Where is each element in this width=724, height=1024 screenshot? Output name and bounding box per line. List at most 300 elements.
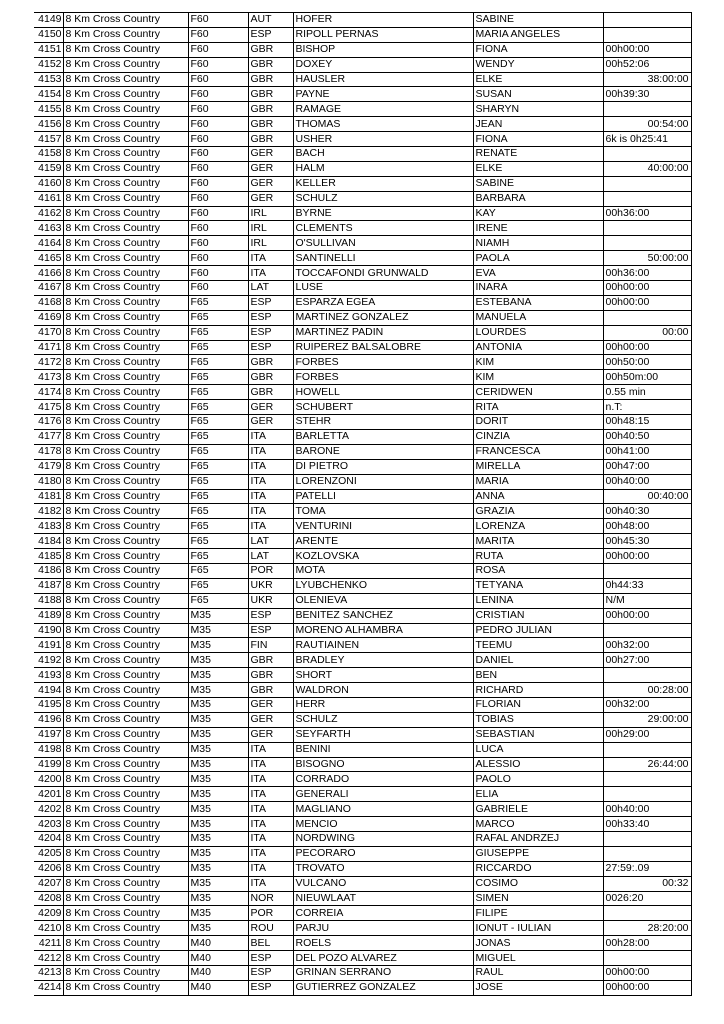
time-cell <box>603 236 691 251</box>
last-name-cell: DEL POZO ALVAREZ <box>293 951 473 966</box>
time-cell: 28:20:00 <box>603 921 691 936</box>
entry-number-cell: 4149 <box>34 13 63 28</box>
event-name-cell: 8 Km Cross Country <box>63 787 188 802</box>
entry-number-cell: 4186 <box>34 563 63 578</box>
event-name-cell: 8 Km Cross Country <box>63 13 188 28</box>
first-name-cell: FIONA <box>473 42 603 57</box>
first-name-cell: ELKE <box>473 72 603 87</box>
time-cell: 00h29:00 <box>603 727 691 742</box>
first-name-cell: FIONA <box>473 132 603 147</box>
event-name-cell: 8 Km Cross Country <box>63 638 188 653</box>
first-name-cell: KIM <box>473 355 603 370</box>
table-row <box>34 176 691 191</box>
first-name-cell: BARBARA <box>473 191 603 206</box>
event-name-cell: 8 Km Cross Country <box>63 176 188 191</box>
last-name-cell: SCHUBERT <box>293 400 473 415</box>
entry-number-cell: 4178 <box>34 444 63 459</box>
table-row <box>34 400 691 415</box>
event-name-cell: 8 Km Cross Country <box>63 653 188 668</box>
table-row <box>34 221 691 236</box>
entry-number-cell: 4180 <box>34 474 63 489</box>
entry-number-cell: 4174 <box>34 385 63 400</box>
nation-cell: FIN <box>248 638 293 653</box>
first-name-cell: INARA <box>473 281 603 296</box>
category-cell: F65 <box>188 593 248 608</box>
table-row <box>34 817 691 832</box>
category-cell: F65 <box>188 549 248 564</box>
event-name-cell: 8 Km Cross Country <box>63 683 188 698</box>
event-name-cell: 8 Km Cross Country <box>63 504 188 519</box>
event-name-cell: 8 Km Cross Country <box>63 310 188 325</box>
nation-cell: GER <box>248 712 293 727</box>
table-row <box>34 519 691 534</box>
category-cell: F65 <box>188 519 248 534</box>
nation-cell: UKR <box>248 578 293 593</box>
nation-cell: UKR <box>248 593 293 608</box>
entry-number-cell: 4207 <box>34 876 63 891</box>
first-name-cell: LOURDES <box>473 325 603 340</box>
first-name-cell: WENDY <box>473 57 603 72</box>
event-name-cell: 8 Km Cross Country <box>63 831 188 846</box>
entry-number-cell: 4161 <box>34 191 63 206</box>
table-row <box>34 861 691 876</box>
first-name-cell: FRANCESCA <box>473 444 603 459</box>
first-name-cell: GRAZIA <box>473 504 603 519</box>
entry-number-cell: 4177 <box>34 429 63 444</box>
category-cell: F60 <box>188 206 248 221</box>
nation-cell: BEL <box>248 936 293 951</box>
last-name-cell: RUIPEREZ BALSALOBRE <box>293 340 473 355</box>
time-cell: 26:44:00 <box>603 757 691 772</box>
last-name-cell: RAMAGE <box>293 102 473 117</box>
nation-cell: ITA <box>248 266 293 281</box>
last-name-cell: STEHR <box>293 415 473 430</box>
last-name-cell: ARENTE <box>293 534 473 549</box>
first-name-cell: MANUELA <box>473 310 603 325</box>
category-cell: F65 <box>188 325 248 340</box>
last-name-cell: TROVATO <box>293 861 473 876</box>
time-cell: 40:00:00 <box>603 161 691 176</box>
category-cell: F60 <box>188 72 248 87</box>
last-name-cell: SEYFARTH <box>293 727 473 742</box>
time-cell: 00h28:00 <box>603 936 691 951</box>
first-name-cell: PEDRO JULIAN <box>473 623 603 638</box>
last-name-cell: BENINI <box>293 742 473 757</box>
last-name-cell: BACH <box>293 147 473 162</box>
entry-number-cell: 4151 <box>34 42 63 57</box>
event-name-cell: 8 Km Cross Country <box>63 459 188 474</box>
first-name-cell: RICCARDO <box>473 861 603 876</box>
last-name-cell: OLENIEVA <box>293 593 473 608</box>
last-name-cell: HERR <box>293 697 473 712</box>
first-name-cell: IONUT - IULIAN <box>473 921 603 936</box>
nation-cell: ITA <box>248 459 293 474</box>
entry-number-cell: 4166 <box>34 266 63 281</box>
event-name-cell: 8 Km Cross Country <box>63 802 188 817</box>
time-cell <box>603 176 691 191</box>
last-name-cell: THOMAS <box>293 117 473 132</box>
last-name-cell: NORDWING <box>293 831 473 846</box>
last-name-cell: MARTINEZ GONZALEZ <box>293 310 473 325</box>
entry-number-cell: 4193 <box>34 668 63 683</box>
nation-cell: GBR <box>248 57 293 72</box>
nation-cell: LAT <box>248 534 293 549</box>
table-row <box>34 846 691 861</box>
category-cell: F65 <box>188 310 248 325</box>
category-cell: M35 <box>188 668 248 683</box>
last-name-cell: VULCANO <box>293 876 473 891</box>
category-cell: M40 <box>188 966 248 981</box>
time-cell: 00h41:00 <box>603 444 691 459</box>
first-name-cell: JEAN <box>473 117 603 132</box>
table-row <box>34 563 691 578</box>
table-row <box>34 42 691 57</box>
nation-cell: ITA <box>248 429 293 444</box>
time-cell: 00h27:00 <box>603 653 691 668</box>
last-name-cell: O'SULLIVAN <box>293 236 473 251</box>
nation-cell: GBR <box>248 668 293 683</box>
first-name-cell: RENATE <box>473 147 603 162</box>
nation-cell: ESP <box>248 608 293 623</box>
nation-cell: ITA <box>248 846 293 861</box>
first-name-cell: PAOLA <box>473 251 603 266</box>
category-cell: F60 <box>188 161 248 176</box>
first-name-cell: GIUSEPPE <box>473 846 603 861</box>
table-row <box>34 593 691 608</box>
last-name-cell: PARJU <box>293 921 473 936</box>
category-cell: F60 <box>188 87 248 102</box>
nation-cell: GER <box>248 147 293 162</box>
first-name-cell: SABINE <box>473 176 603 191</box>
entry-number-cell: 4155 <box>34 102 63 117</box>
first-name-cell: NIAMH <box>473 236 603 251</box>
nation-cell: AUT <box>248 13 293 28</box>
first-name-cell: SUSAN <box>473 87 603 102</box>
table-row <box>34 444 691 459</box>
time-cell: 00h00:00 <box>603 966 691 981</box>
event-name-cell: 8 Km Cross Country <box>63 742 188 757</box>
table-row <box>34 504 691 519</box>
first-name-cell: ROSA <box>473 563 603 578</box>
category-cell: M35 <box>188 757 248 772</box>
entry-number-cell: 4188 <box>34 593 63 608</box>
time-cell: 00:28:00 <box>603 683 691 698</box>
first-name-cell: JONAS <box>473 936 603 951</box>
table-row <box>34 578 691 593</box>
entry-number-cell: 4165 <box>34 251 63 266</box>
entry-number-cell: 4212 <box>34 951 63 966</box>
category-cell: F60 <box>188 102 248 117</box>
entry-number-cell: 4182 <box>34 504 63 519</box>
table-row <box>34 980 691 995</box>
event-name-cell: 8 Km Cross Country <box>63 549 188 564</box>
table-row <box>34 340 691 355</box>
category-cell: M35 <box>188 906 248 921</box>
table-row <box>34 13 691 28</box>
first-name-cell: LORENZA <box>473 519 603 534</box>
event-name-cell: 8 Km Cross Country <box>63 951 188 966</box>
table-row <box>34 429 691 444</box>
entry-number-cell: 4195 <box>34 697 63 712</box>
last-name-cell: HALM <box>293 161 473 176</box>
first-name-cell: ANTONIA <box>473 340 603 355</box>
last-name-cell: BISHOP <box>293 42 473 57</box>
last-name-cell: WALDRON <box>293 683 473 698</box>
time-cell: 00h32:00 <box>603 638 691 653</box>
category-cell: M35 <box>188 802 248 817</box>
nation-cell: POR <box>248 563 293 578</box>
time-cell: 00:54:00 <box>603 117 691 132</box>
nation-cell: GER <box>248 400 293 415</box>
last-name-cell: DOXEY <box>293 57 473 72</box>
event-name-cell: 8 Km Cross Country <box>63 921 188 936</box>
last-name-cell: KOZLOVSKA <box>293 549 473 564</box>
entry-number-cell: 4210 <box>34 921 63 936</box>
category-cell: M35 <box>188 697 248 712</box>
first-name-cell: COSIMO <box>473 876 603 891</box>
event-name-cell: 8 Km Cross Country <box>63 534 188 549</box>
table-row <box>34 57 691 72</box>
time-cell <box>603 221 691 236</box>
category-cell: F65 <box>188 444 248 459</box>
nation-cell: IRL <box>248 206 293 221</box>
first-name-cell: MIGUEL <box>473 951 603 966</box>
entry-number-cell: 4170 <box>34 325 63 340</box>
table-row <box>34 966 691 981</box>
entry-number-cell: 4213 <box>34 966 63 981</box>
last-name-cell: CORRADO <box>293 772 473 787</box>
table-row <box>34 251 691 266</box>
last-name-cell: USHER <box>293 132 473 147</box>
time-cell: 00h48:15 <box>603 415 691 430</box>
time-cell: 00h00:00 <box>603 549 691 564</box>
first-name-cell: CRISTIAN <box>473 608 603 623</box>
event-name-cell: 8 Km Cross Country <box>63 42 188 57</box>
table-row <box>34 757 691 772</box>
first-name-cell: MARIA <box>473 474 603 489</box>
category-cell: M40 <box>188 936 248 951</box>
entry-number-cell: 4206 <box>34 861 63 876</box>
first-name-cell: KAY <box>473 206 603 221</box>
event-name-cell: 8 Km Cross Country <box>63 697 188 712</box>
nation-cell: ESP <box>248 310 293 325</box>
first-name-cell: CERIDWEN <box>473 385 603 400</box>
table-row <box>34 668 691 683</box>
event-name-cell: 8 Km Cross Country <box>63 906 188 921</box>
last-name-cell: GENERALI <box>293 787 473 802</box>
time-cell: 00h47:00 <box>603 459 691 474</box>
category-cell: F60 <box>188 191 248 206</box>
entry-number-cell: 4152 <box>34 57 63 72</box>
event-name-cell: 8 Km Cross Country <box>63 668 188 683</box>
last-name-cell: PAYNE <box>293 87 473 102</box>
event-name-cell: 8 Km Cross Country <box>63 206 188 221</box>
event-name-cell: 8 Km Cross Country <box>63 147 188 162</box>
time-cell: 00h00:00 <box>603 608 691 623</box>
last-name-cell: GUTIERREZ GONZALEZ <box>293 980 473 995</box>
category-cell: F65 <box>188 295 248 310</box>
nation-cell: ITA <box>248 772 293 787</box>
first-name-cell: KIM <box>473 370 603 385</box>
first-name-cell: SEBASTIAN <box>473 727 603 742</box>
last-name-cell: FORBES <box>293 355 473 370</box>
entry-number-cell: 4176 <box>34 415 63 430</box>
time-cell: 00h40:30 <box>603 504 691 519</box>
table-row <box>34 191 691 206</box>
first-name-cell: RAFAL ANDRZEJ <box>473 831 603 846</box>
entry-number-cell: 4191 <box>34 638 63 653</box>
table-row <box>34 489 691 504</box>
nation-cell: ITA <box>248 817 293 832</box>
first-name-cell: MARIA ANGELES <box>473 27 603 42</box>
first-name-cell: LUCA <box>473 742 603 757</box>
nation-cell: ITA <box>248 861 293 876</box>
category-cell: F65 <box>188 459 248 474</box>
table-row <box>34 623 691 638</box>
category-cell: M40 <box>188 951 248 966</box>
event-name-cell: 8 Km Cross Country <box>63 727 188 742</box>
entry-number-cell: 4171 <box>34 340 63 355</box>
entry-number-cell: 4150 <box>34 27 63 42</box>
last-name-cell: CLEMENTS <box>293 221 473 236</box>
event-name-cell: 8 Km Cross Country <box>63 27 188 42</box>
time-cell: 00h52:06 <box>603 57 691 72</box>
entry-number-cell: 4189 <box>34 608 63 623</box>
first-name-cell: DORIT <box>473 415 603 430</box>
table-row <box>34 936 691 951</box>
category-cell: F60 <box>188 236 248 251</box>
entry-number-cell: 4203 <box>34 817 63 832</box>
category-cell: F60 <box>188 132 248 147</box>
nation-cell: ESP <box>248 966 293 981</box>
last-name-cell: LYUBCHENKO <box>293 578 473 593</box>
category-cell: F60 <box>188 117 248 132</box>
category-cell: F60 <box>188 57 248 72</box>
category-cell: M35 <box>188 742 248 757</box>
nation-cell: GER <box>248 415 293 430</box>
nation-cell: ITA <box>248 876 293 891</box>
category-cell: F60 <box>188 251 248 266</box>
event-name-cell: 8 Km Cross Country <box>63 251 188 266</box>
category-cell: M35 <box>188 608 248 623</box>
nation-cell: ITA <box>248 787 293 802</box>
time-cell: 0026:20 <box>603 891 691 906</box>
category-cell: M35 <box>188 623 248 638</box>
last-name-cell: CORREIA <box>293 906 473 921</box>
nation-cell: LAT <box>248 549 293 564</box>
category-cell: M35 <box>188 846 248 861</box>
results-table-body <box>34 13 691 996</box>
last-name-cell: NIEUWLAAT <box>293 891 473 906</box>
entry-number-cell: 4209 <box>34 906 63 921</box>
table-row <box>34 27 691 42</box>
entry-number-cell: 4162 <box>34 206 63 221</box>
nation-cell: ESP <box>248 325 293 340</box>
table-row <box>34 325 691 340</box>
nation-cell: IRL <box>248 221 293 236</box>
entry-number-cell: 4185 <box>34 549 63 564</box>
category-cell: F60 <box>188 42 248 57</box>
time-cell: 00h39:30 <box>603 87 691 102</box>
time-cell: 00h00:00 <box>603 281 691 296</box>
nation-cell: GBR <box>248 385 293 400</box>
time-cell: 0h44:33 <box>603 578 691 593</box>
time-cell <box>603 772 691 787</box>
nation-cell: GBR <box>248 132 293 147</box>
category-cell: M35 <box>188 891 248 906</box>
category-cell: F65 <box>188 474 248 489</box>
category-cell: M40 <box>188 980 248 995</box>
nation-cell: GBR <box>248 653 293 668</box>
table-row <box>34 683 691 698</box>
event-name-cell: 8 Km Cross Country <box>63 385 188 400</box>
last-name-cell: ROELS <box>293 936 473 951</box>
nation-cell: LAT <box>248 281 293 296</box>
table-row <box>34 608 691 623</box>
last-name-cell: FORBES <box>293 370 473 385</box>
table-row <box>34 236 691 251</box>
nation-cell: ESP <box>248 340 293 355</box>
event-name-cell: 8 Km Cross Country <box>63 161 188 176</box>
table-row <box>34 385 691 400</box>
nation-cell: NOR <box>248 891 293 906</box>
entry-number-cell: 4163 <box>34 221 63 236</box>
category-cell: F60 <box>188 281 248 296</box>
category-cell: M35 <box>188 653 248 668</box>
time-cell: 38:00:00 <box>603 72 691 87</box>
time-cell <box>603 787 691 802</box>
time-cell: 00h40:00 <box>603 474 691 489</box>
event-name-cell: 8 Km Cross Country <box>63 355 188 370</box>
event-name-cell: 8 Km Cross Country <box>63 340 188 355</box>
first-name-cell: FILIPE <box>473 906 603 921</box>
last-name-cell: DI PIETRO <box>293 459 473 474</box>
time-cell: 50:00:00 <box>603 251 691 266</box>
event-name-cell: 8 Km Cross Country <box>63 429 188 444</box>
event-name-cell: 8 Km Cross Country <box>63 370 188 385</box>
table-row <box>34 102 691 117</box>
nation-cell: GBR <box>248 355 293 370</box>
category-cell: F65 <box>188 504 248 519</box>
table-row <box>34 831 691 846</box>
nation-cell: ITA <box>248 742 293 757</box>
first-name-cell: MARCO <box>473 817 603 832</box>
table-row <box>34 906 691 921</box>
table-row <box>34 459 691 474</box>
event-name-cell: 8 Km Cross Country <box>63 102 188 117</box>
event-name-cell: 8 Km Cross Country <box>63 593 188 608</box>
nation-cell: POR <box>248 906 293 921</box>
table-row <box>34 281 691 296</box>
first-name-cell: SHARYN <box>473 102 603 117</box>
entry-number-cell: 4164 <box>34 236 63 251</box>
first-name-cell: LENINA <box>473 593 603 608</box>
nation-cell: ITA <box>248 444 293 459</box>
entry-number-cell: 4202 <box>34 802 63 817</box>
event-name-cell: 8 Km Cross Country <box>63 876 188 891</box>
time-cell <box>603 831 691 846</box>
entry-number-cell: 4214 <box>34 980 63 995</box>
category-cell: F65 <box>188 578 248 593</box>
first-name-cell: SABINE <box>473 13 603 28</box>
entry-number-cell: 4184 <box>34 534 63 549</box>
last-name-cell: MARTINEZ PADIN <box>293 325 473 340</box>
time-cell: 00h36:00 <box>603 266 691 281</box>
nation-cell: GER <box>248 191 293 206</box>
last-name-cell: BYRNE <box>293 206 473 221</box>
entry-number-cell: 4181 <box>34 489 63 504</box>
category-cell: F60 <box>188 176 248 191</box>
